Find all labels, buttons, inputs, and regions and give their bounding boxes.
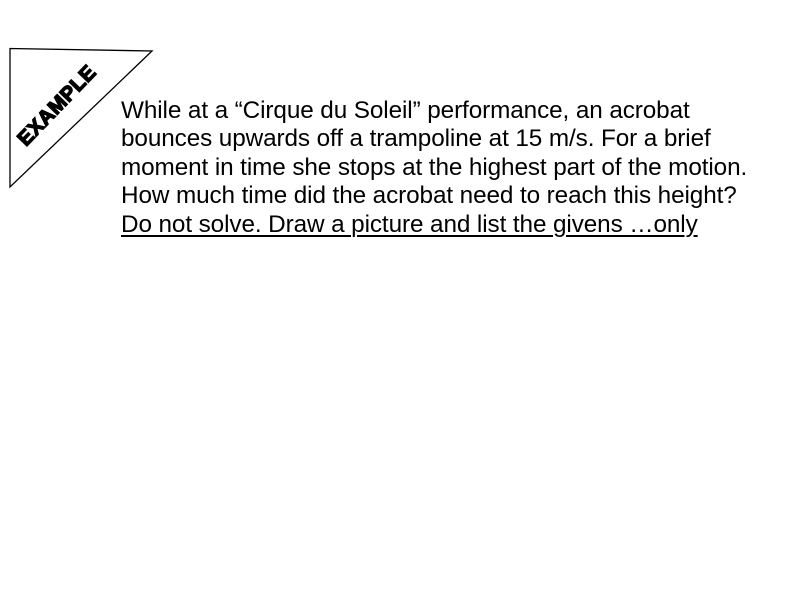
problem-line-2: bounces upwards off a trampoline at 15 m/s. For a brief <box>121 125 711 153</box>
problem-line-4: How much time did the acrobat need to reach this height? <box>121 182 737 210</box>
problem-line-3: moment in time she stops at the highest part of the motion. <box>121 153 748 181</box>
banner-label: EXAMPLE <box>13 60 101 151</box>
problem-text <box>121 97 747 239</box>
problem-line-1: While at a “Cirque du Soleil” performance, an acrobat <box>121 97 690 124</box>
problem-line-instruction: Do not solve. Draw a picture and list the givens …only <box>121 210 698 238</box>
